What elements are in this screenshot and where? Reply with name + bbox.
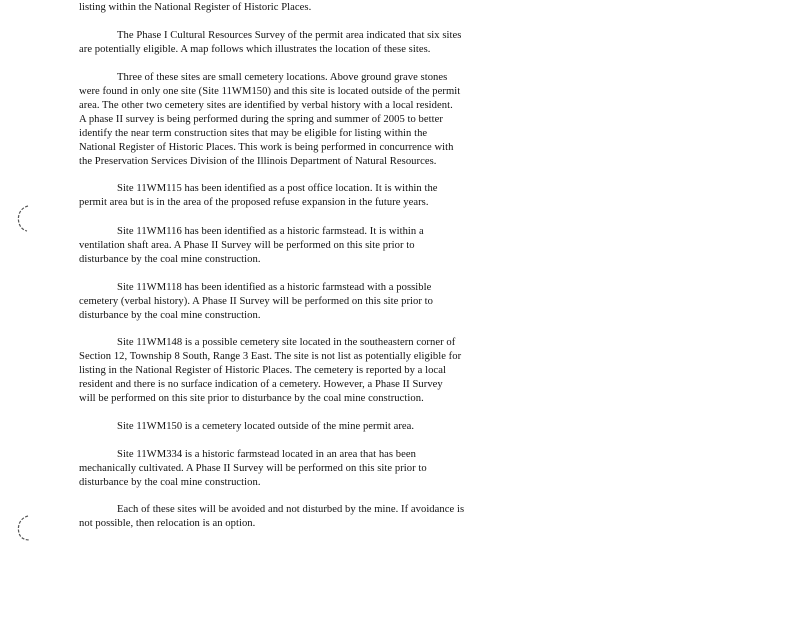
punch-hole-mark: [14, 514, 36, 544]
text-line: resident and there is no surface indication of a cemetery. However, a Phase II Survey: [79, 379, 443, 390]
text-line: disturbance by the coal mine construction.: [79, 310, 261, 321]
text-line: disturbance by the coal mine construction.: [79, 254, 261, 265]
text-line: disturbance by the coal mine construction.: [79, 477, 261, 488]
text-line: cemetery (verbal history). A Phase II Survey will be performed on this site prior to: [79, 296, 433, 307]
text-line: not possible, then relocation is an option.: [79, 518, 256, 529]
text-line: the Preservation Services Division of the Illinois Department of Natural Resources.: [79, 156, 437, 167]
text-line: will be performed on this site prior to disturbance by the coal mine construction.: [79, 393, 424, 404]
text-line: Site 11WM116 has been identified as a historic farmstead. It is within a: [117, 226, 424, 237]
text-line: The Phase I Cultural Resources Survey of the permit area indicated that six sites: [117, 30, 462, 41]
text-line: Site 11WM115 has been identified as a post office location. It is within the: [117, 183, 438, 194]
text-line: listing in the National Register of Historic Places. The cemetery is reported by a local: [79, 365, 446, 376]
text-line: Site 11WM118 has been identified as a historic farmstead with a possible: [117, 282, 432, 293]
text-line: are potentially eligible. A map follows which illustrates the location of these sites.: [79, 44, 431, 55]
text-line: Site 11WM150 is a cemetery located outside of the mine permit area.: [117, 421, 415, 432]
punch-hole-mark: [14, 204, 36, 234]
text-line: National Register of Historic Places. This work is being performed in concurrence with: [79, 142, 454, 153]
text-line: mechanically cultivated. A Phase II Survey will be performed on this site prior to: [79, 463, 427, 474]
text-line: Section 12, Township 8 South, Range 3 East. The site is not list as potentially eligible for: [79, 351, 462, 362]
text-line: permit area but is in the area of the proposed refuse expansion in the future years.: [79, 197, 429, 208]
text-line: identify the near term construction sites that may be eligible for listing within the: [79, 128, 428, 139]
text-line: listing within the National Register of Historic Places.: [79, 2, 312, 13]
text-line: ventilation shaft area. A Phase II Survey will be performed on this site prior to: [79, 240, 415, 251]
text-line: Three of these sites are small cemetery locations. Above ground grave stones: [117, 72, 448, 83]
text-line: were found in only one site (Site 11WM150) and this site is located outside of the permit: [79, 86, 461, 97]
text-line: Each of these sites will be avoided and not disturbed by the mine. If avoidance is: [117, 504, 465, 515]
text-line: Site 11WM334 is a historic farmstead located in an area that has been: [117, 449, 416, 460]
text-line: A phase II survey is being performed during the spring and summer of 2005 to better: [79, 114, 443, 125]
text-line: area. The other two cemetery sites are identified by verbal history with a local resident.: [79, 100, 453, 111]
text-line: Site 11WM148 is a possible cemetery site located in the southeastern corner of: [117, 337, 456, 348]
